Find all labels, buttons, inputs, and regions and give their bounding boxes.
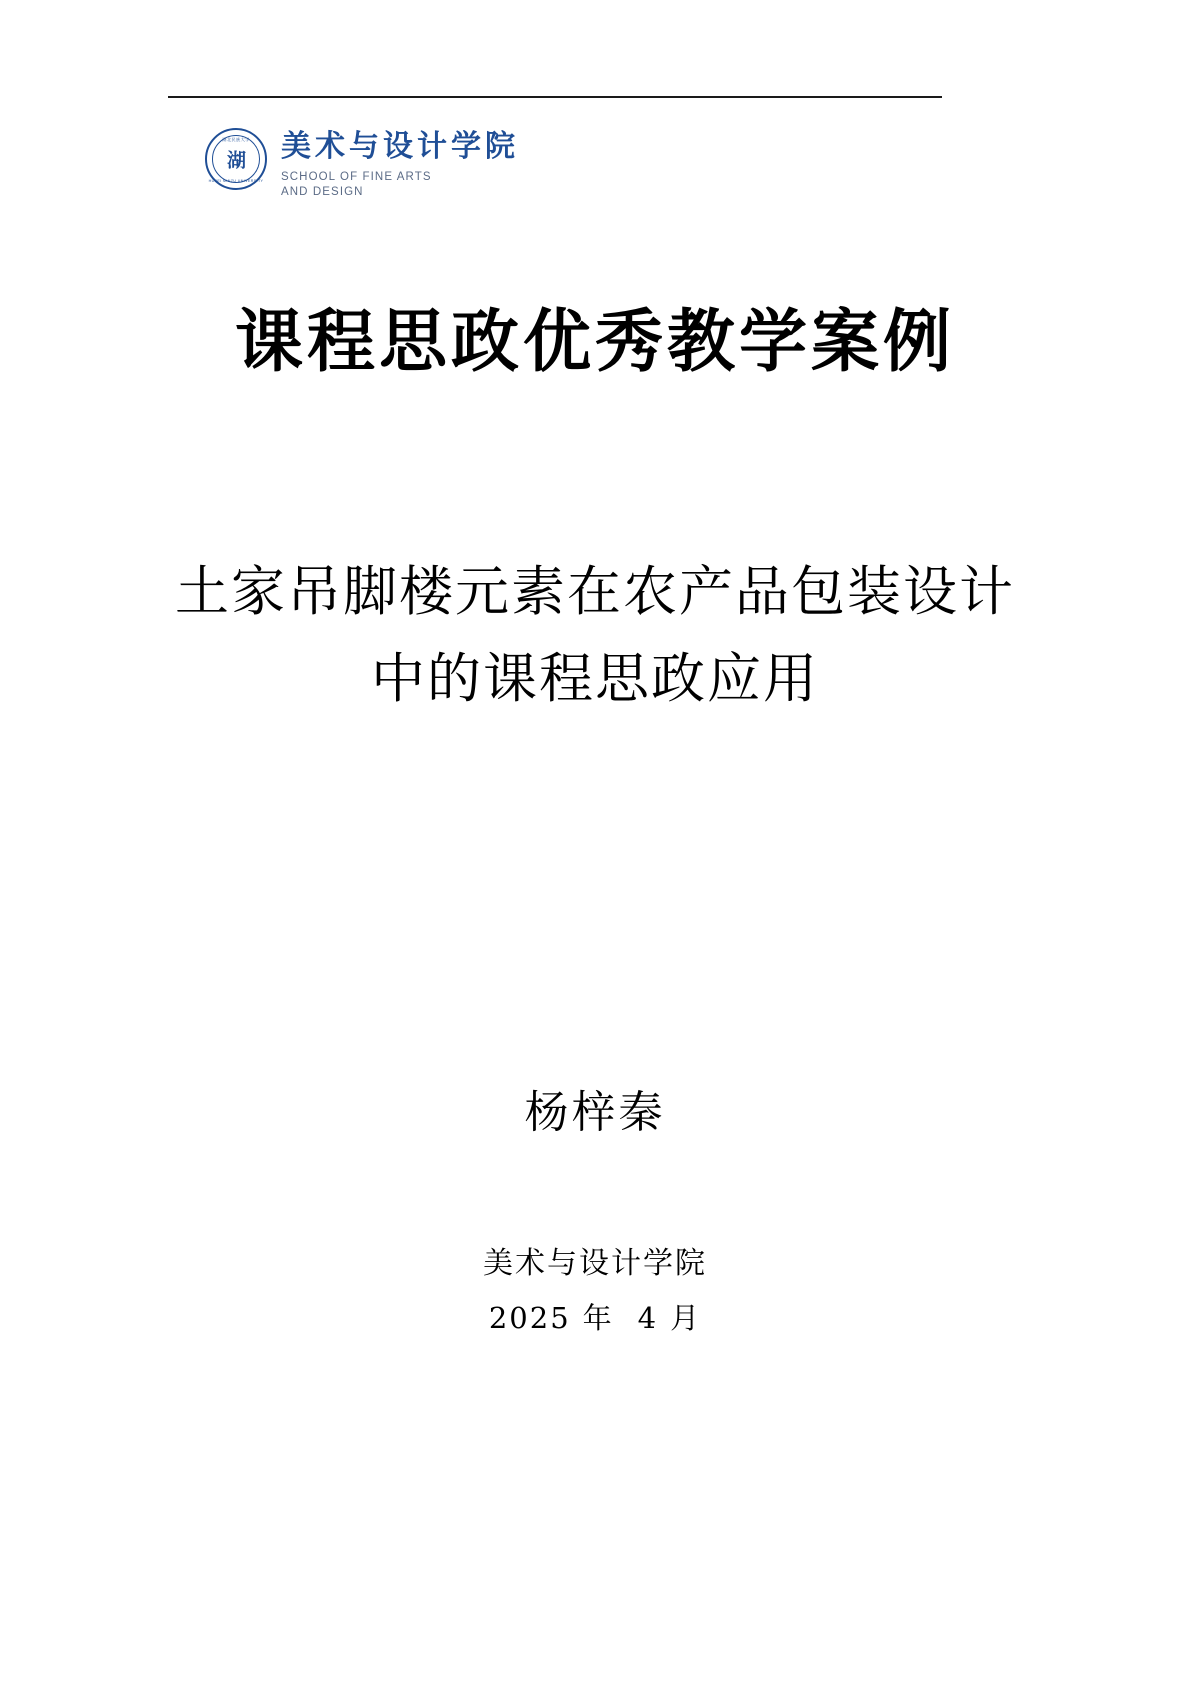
school-name-cn: 美术与设计学院 bbox=[281, 130, 519, 163]
date-year-unit: 年 bbox=[582, 1301, 614, 1335]
seal-glyph: 湖 bbox=[226, 150, 246, 172]
page-title: 土家吊脚楼元素在农产品包装设计中的课程思政应用 bbox=[175, 560, 1015, 711]
school-name-en-line2: AND DESIGN bbox=[281, 186, 364, 199]
school-logo bbox=[205, 128, 519, 201]
date-month-unit: 月 bbox=[670, 1301, 702, 1335]
date-month: 4 bbox=[637, 1301, 659, 1335]
seal-arc-top-text: 湖北民族大学 bbox=[222, 137, 250, 142]
university-seal-icon bbox=[205, 128, 267, 190]
affiliation: 美术与设计学院 bbox=[483, 1246, 707, 1281]
school-name-en-line1: SCHOOL OF FINE ARTS bbox=[281, 170, 432, 183]
author-name: 杨梓秦 bbox=[524, 1087, 666, 1138]
logo-wordmark bbox=[281, 128, 519, 201]
date-line bbox=[0, 1296, 1190, 1337]
document-kind-heading: 课程思政优秀教学案例 bbox=[234, 302, 955, 382]
header-rule bbox=[168, 96, 942, 98]
date-year: 2025 bbox=[488, 1301, 571, 1335]
seal-arc-bottom-text: HUBEI MINZU UNIVERSITY bbox=[208, 179, 264, 183]
